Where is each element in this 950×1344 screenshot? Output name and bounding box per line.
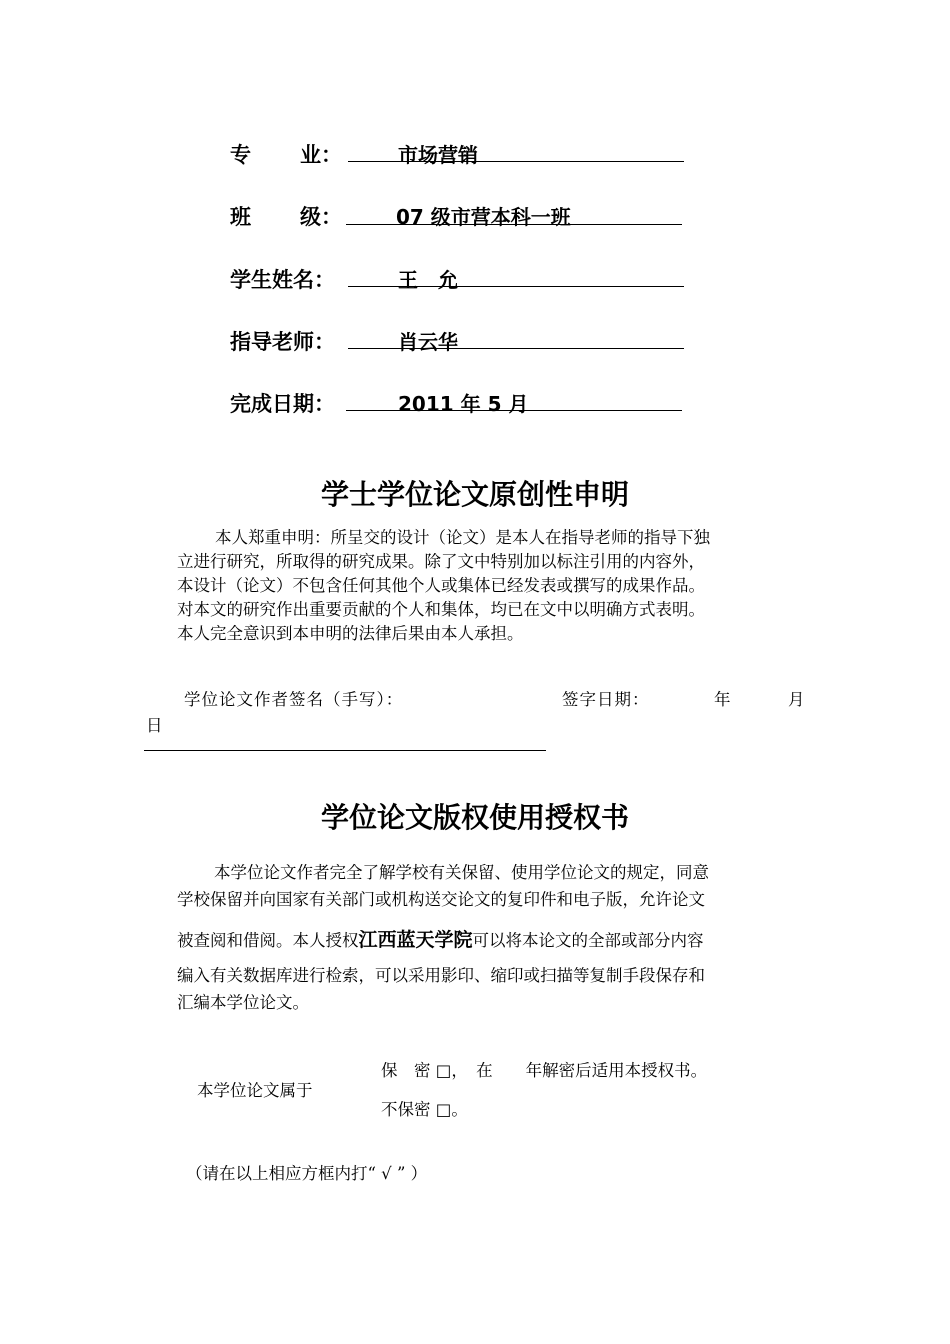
originality-title: 学士学位论文原创性申明 [320,478,629,511]
completion-date-value: 2011 年 5 月 [398,392,529,416]
originality-line-3: 本设计（论文）不包含任何其他个人或集体已经发表或撰写的成果作品。 [177,576,705,595]
student-name-value: 王 允 [398,268,458,292]
copyright-line-2: 学校保留并向国家有关部门或机构送交论文的复印件和电子版，允许论文 [177,890,705,909]
checkbox-instruction: （请在以上相应方框内打“ √ ” ） [186,1164,428,1183]
school-name: 江西蓝天学院 [358,929,473,951]
copyright-line-3-end: 可以将本论文的全部或部分内容 [472,931,704,950]
sign-date-month: 月 [788,690,805,709]
class-label-first-char: 班 [230,205,251,229]
completion-date-label: 完成日期： [230,392,335,416]
originality-line-5: 本人完全意识到本申明的法律后果由本人承担。 [177,624,524,643]
copyright-line-3 [177,925,704,952]
major-underline [348,161,684,162]
author-signature-label: 学位论文作者签名（手写）： [184,690,404,709]
copyright-line-4: 编入有关数据库进行检索，可以采用影印、缩印或扫描等复制手段保存和 [177,966,705,985]
originality-line-1: 本人郑重申明：所呈交的设计（论文）是本人在指导老师的指导下独 [215,528,710,547]
originality-line-2: 立进行研究，所取得的研究成果。除了文中特别加以标注引用的内容外， [177,552,705,571]
student-name-label: 学生姓名： [230,268,335,292]
copyright-line-1: 本学位论文作者完全了解学校有关保留、使用学位论文的规定，同意 [214,863,709,882]
completion-date-underline [346,410,682,411]
major-label-first-char: 专 [230,143,251,167]
sign-date-label: 签字日期： [562,690,650,709]
copyright-title: 学位论文版权使用授权书 [320,801,629,834]
secret-option[interactable]: 保 密 □， 在 年解密后适用本授权书。 [381,1061,708,1080]
copyright-line-5: 汇编本学位论文。 [177,993,309,1012]
advisor-label: 指导老师： [230,330,335,354]
advisor-underline [348,348,684,349]
not-secret-option[interactable]: 不保密 □。 [381,1100,468,1119]
class-underline [346,224,682,225]
signature-underline [144,750,546,751]
class-value: 07 级市营本科一班 [396,205,571,229]
originality-line-4: 对本文的研究作出重要贡献的个人和集体，均已在文中以明确方式表明。 [177,600,705,619]
sign-date-day: 日 [146,716,163,735]
thesis-belongs-label: 本学位论文属于 [197,1081,313,1100]
major-label-rest: 业： [300,143,342,167]
sign-date-year: 年 [714,690,731,709]
copyright-line-3-start: 被查阅和借阅。本人授权 [177,931,359,950]
major-value: 市场营销 [398,143,478,167]
advisor-value: 肖云华 [398,330,458,354]
student-name-underline [348,286,684,287]
class-label-rest: 级： [300,205,342,229]
